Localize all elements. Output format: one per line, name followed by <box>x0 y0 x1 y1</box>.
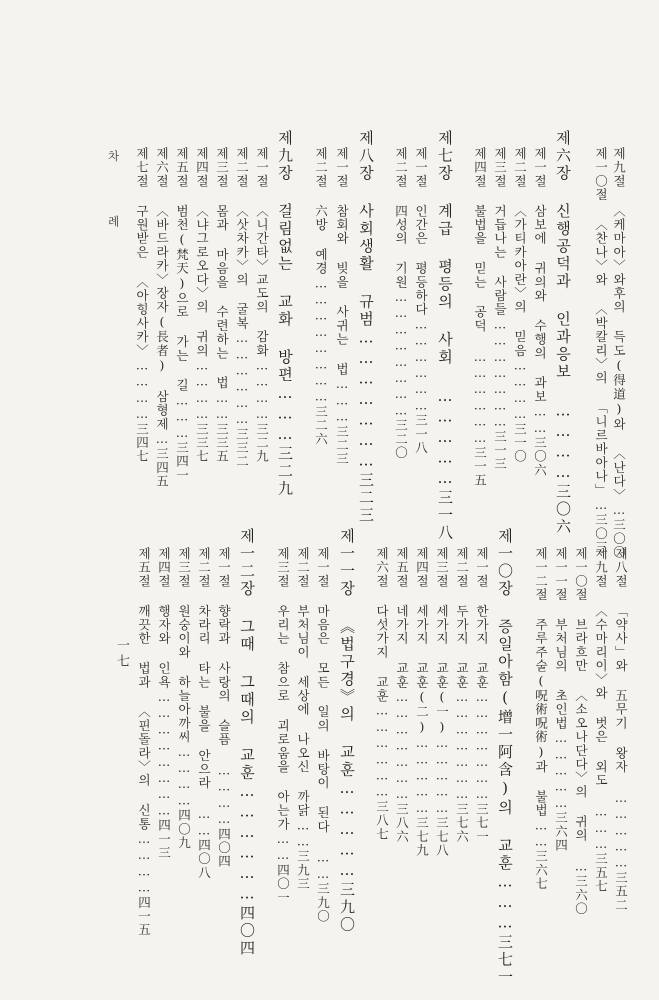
toc-entry: 제九절 〈케마아〉와후의 득도(得道)와 〈난다〉…三〇〇 <box>611 147 627 560</box>
toc-entry: 제一절 참회와 빚을 사귀는 법………三二三 <box>334 147 350 466</box>
toc-entry: 제一二절 주루주술(呪術呪術)과 불법……三六七 <box>533 547 549 891</box>
toc-entry: 제三절 원숭이와 하늘아까씨…………四〇九 <box>176 547 192 850</box>
toc-entry: 제六절 〈바드라카〉장자(長者) 삼형제…三四五 <box>154 147 170 489</box>
toc-entry: 제一一절 부처님의 초인법……………三六四 <box>553 547 569 853</box>
toc-entry: 제八절 「약사」와 五무기 왕자 ……………三五二 <box>613 547 629 912</box>
toc-entry: 제四절 행자와 인욕……………………四一三 <box>156 547 172 860</box>
toc-entry: 제二절 부처님이 세상에 나오신 까닭……三九三 <box>295 547 311 891</box>
toc-entry: 제二절 〈삿차카〉의 굴복………………三三二 <box>234 147 250 469</box>
toc-entry: 제二절 六방 예경……………………三二六 <box>313 147 329 446</box>
toc-entry: 제二절 차라리 타는 불을 안으라 ……四〇八 <box>196 547 212 880</box>
toc-entry: 제四절 〈냐그로오다〉의 귀의…………三三七 <box>194 147 210 464</box>
toc-chapter: 제一〇장 증일아함(增一阿含)의 교훈………三七一 <box>496 528 514 987</box>
toc-chapter: 제一一장 《법구경》의 교훈……………三九〇 <box>338 528 356 934</box>
toc-entry: 제一절 한가지 교훈…………………三七一 <box>474 547 490 844</box>
toc-entry: 제一절 인간은 평등하다………………三一八 <box>413 147 429 455</box>
toc-chapter: 제九장 걸림없는 교화 방편………三二九 <box>276 130 294 498</box>
toc-entry: 제二절 四성의 기원……………………三二〇 <box>393 147 409 460</box>
toc-entry: 제五절 깨끗한 법과 〈핀돌라〉의 신통…………四一五 <box>136 547 152 937</box>
toc-entry: 제一절 〈니간타〉교도의 감화…………三二九 <box>254 147 270 464</box>
toc-entry: 제九절 〈수마리이〉와 벗은 외도 ………三五七 <box>593 547 609 894</box>
toc-entry: 제二절 〈가티카아란〉의 믿음…………三一〇 <box>512 147 528 464</box>
toc-entry: 제三절 거듭나는 사람들…………………三一三 <box>492 147 508 471</box>
toc-entry: 제一절 향락과 사랑의 슬픔 …………四〇四 <box>216 547 232 869</box>
toc-entry: 제一〇절 브라흐만 〈소오나단다〉의 귀의 …三六〇 <box>573 547 589 916</box>
toc-chapter: 제七장 계급 평등의 사회 ……………三一八 <box>436 130 454 542</box>
toc-chapter: 제六장 신행공덕과 인과응보 …………三〇六 <box>554 130 572 536</box>
toc-chapter: 제一二장 그때 그때의 교훈………………四〇四 <box>238 528 256 958</box>
toc-entry: 제七절 구원받은 〈아힝사카〉…………三四七 <box>134 147 150 464</box>
toc-entry: 제五절 네가지 교훈…………………三八六 <box>394 547 410 844</box>
toc-entry: 제五절 범천(梵天)으로 가는 길………三四一 <box>174 147 190 483</box>
toc-entry: 제二절 두가지 교훈…………………三七六 <box>454 547 470 844</box>
toc-entry: 제一절 마음은 모든 일의 바탕이 된다 ……三九〇 <box>315 547 331 924</box>
toc-entry: 제三절 몸과 마음을 수련하는 법……三三五 <box>214 147 230 464</box>
toc-entry: 제四절 세가지 교훈(二)……………三七九 <box>414 547 430 858</box>
toc-entry: 제三절 세가지 교훈(一)……………三七八 <box>434 547 450 858</box>
toc-header-label: 차 례 <box>106 150 121 247</box>
toc-entry: 제六절 다섯가지 교훈………………三八七 <box>374 547 390 841</box>
toc-chapter: 제八장 사회생활 규범…………………三二三 <box>357 130 375 525</box>
toc-entry: 제一〇절 〈찬나〉와 〈박칼리〉의 「니르바아나」…三〇三 <box>593 147 609 555</box>
toc-entry: 제一절 삼보에 귀의와 수행의 과보……三〇六 <box>532 147 548 478</box>
page-number: 一七 <box>114 638 129 670</box>
toc-entry: 제四절 불법을 믿는 공덕 ………………三一五 <box>472 147 488 488</box>
toc-entry: 제三절 우리는 참으로 괴로움을 아는가……四〇一 <box>275 547 291 905</box>
